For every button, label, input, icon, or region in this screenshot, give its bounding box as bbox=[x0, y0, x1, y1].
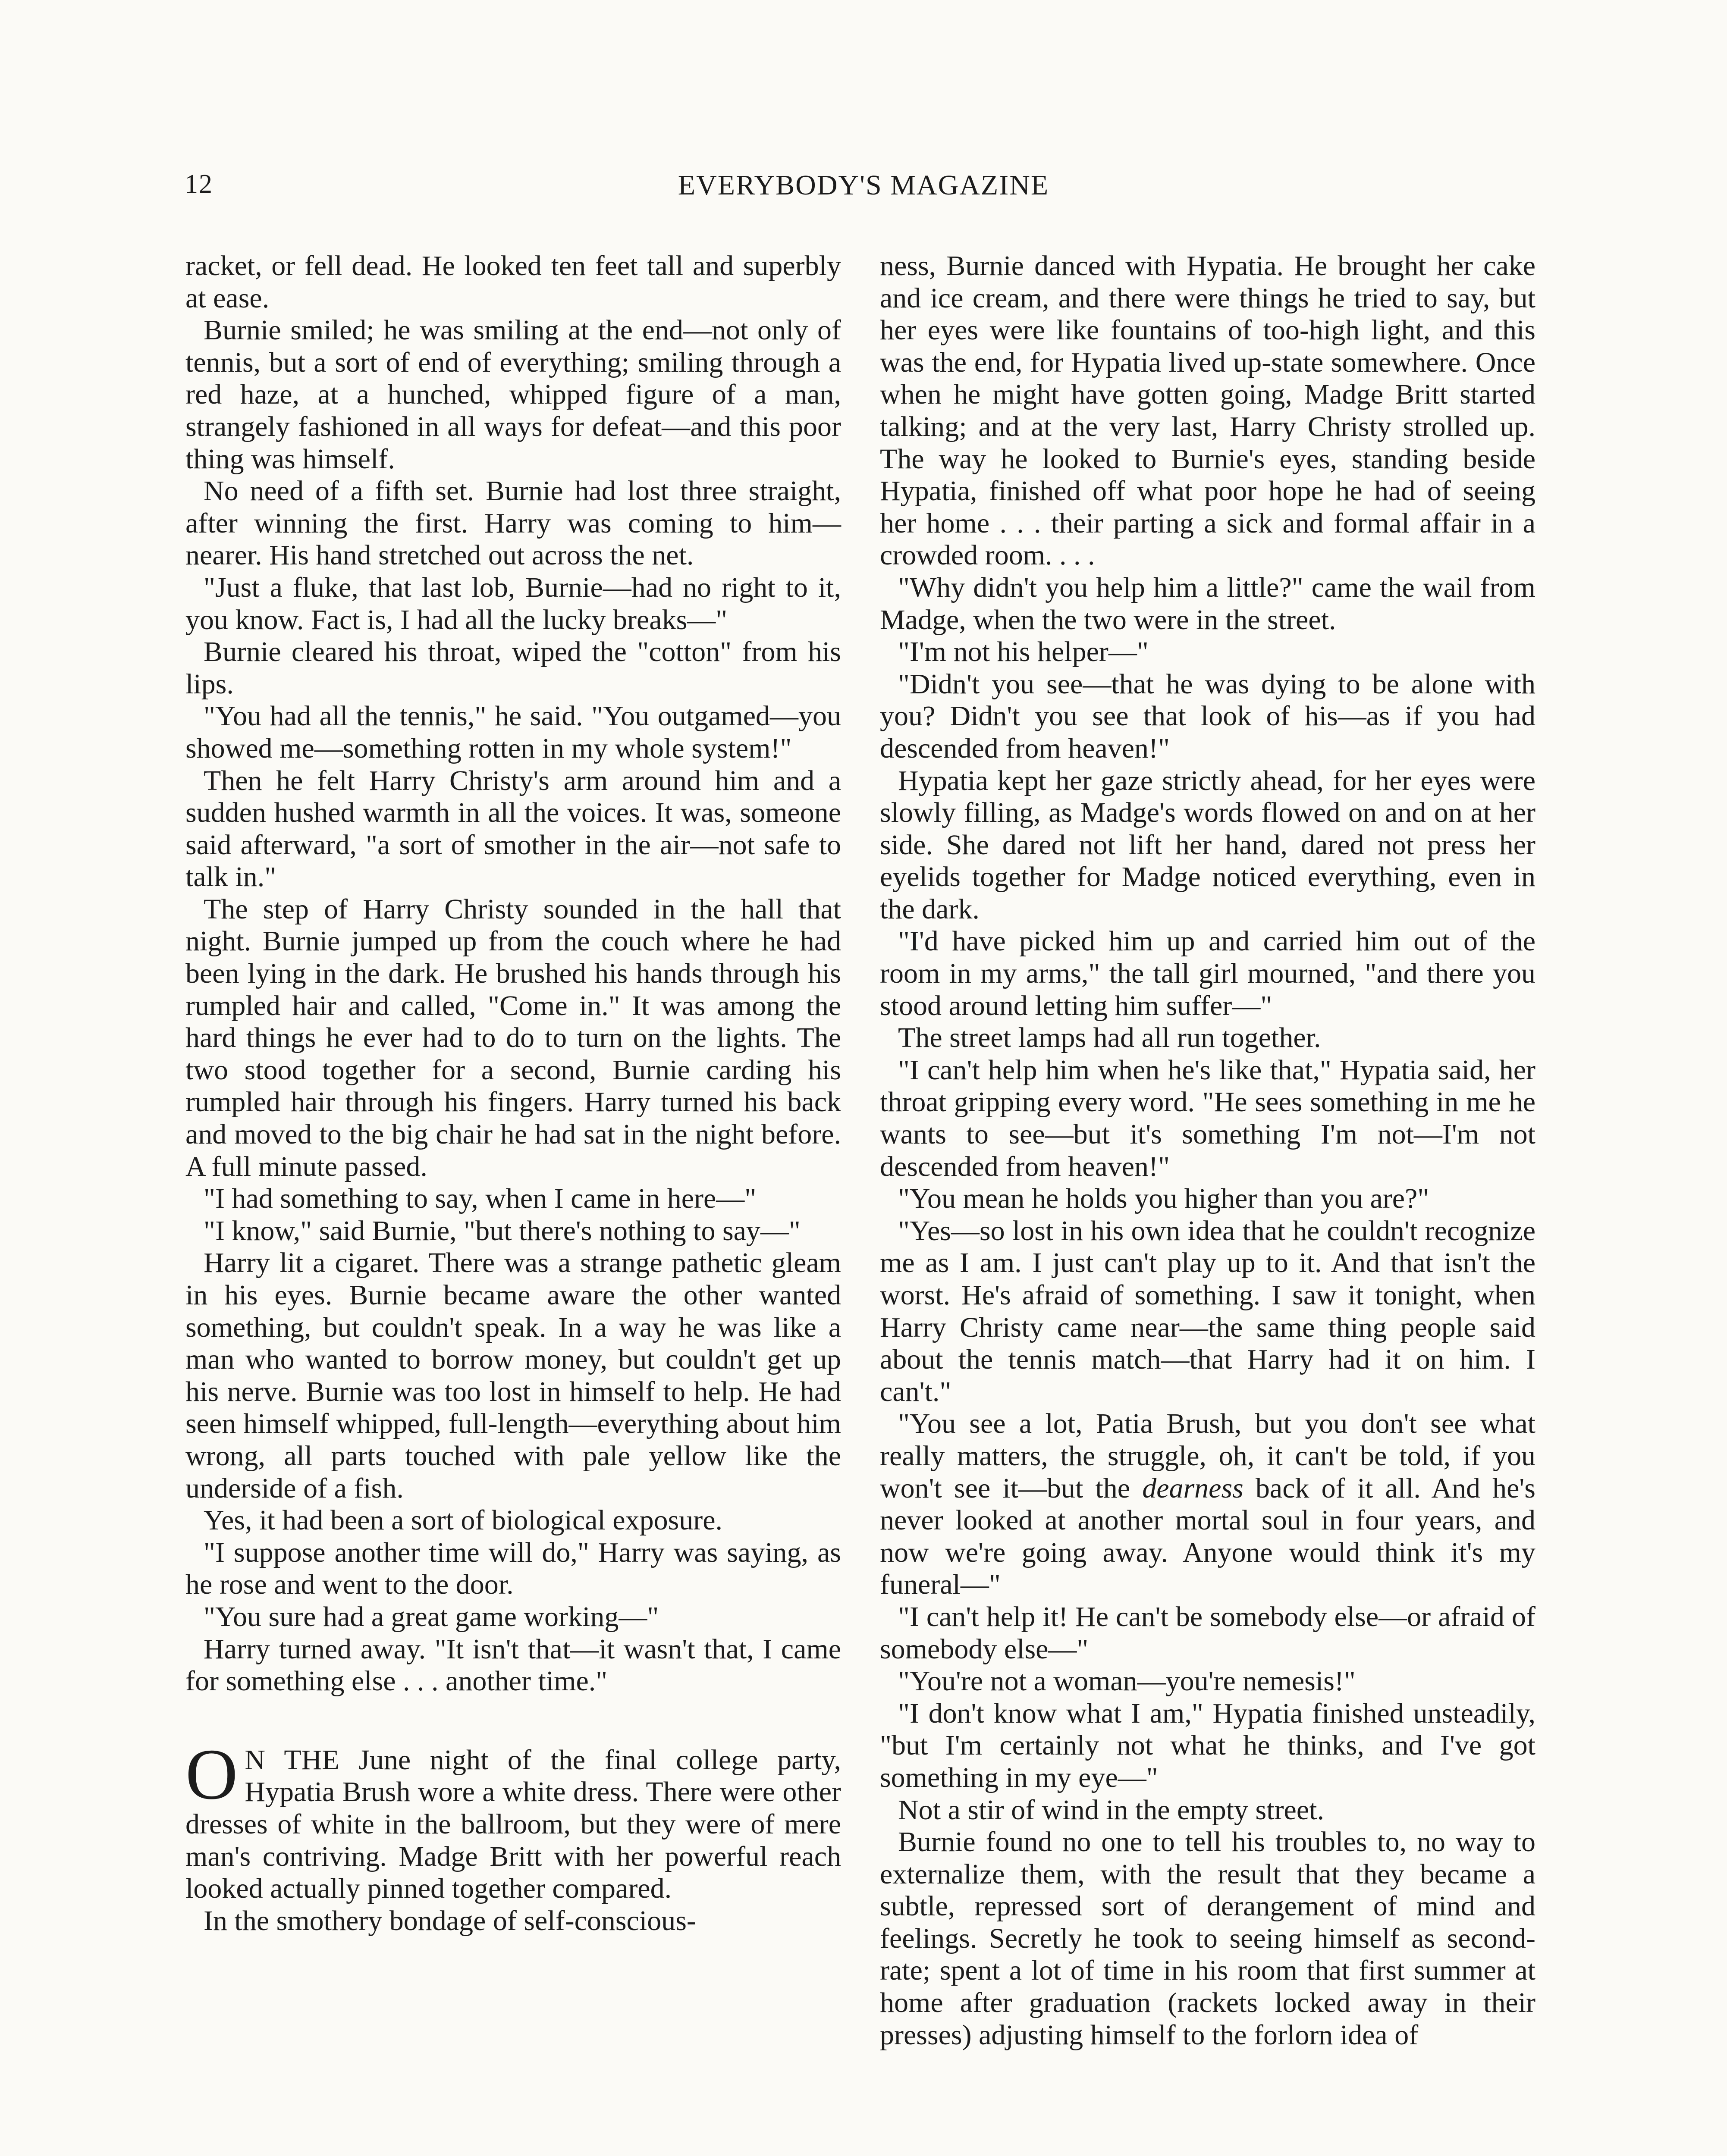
paragraph: "I suppose another time will do," Harry was saying, as he rose and went to the door. bbox=[185, 1536, 841, 1601]
right-column bbox=[880, 250, 1535, 2051]
text-run: back of it all. And he's never looked at another mortal soul in four years, and now we're going away. Anyone would think it's my funeral—" bbox=[880, 1472, 1535, 1601]
paragraph: racket, or fell dead. He looked ten feet tall and superbly at ease. bbox=[185, 250, 841, 314]
paragraph: Not a stir of wind in the empty street. bbox=[898, 1794, 1324, 1826]
paragraph: "I can't help him when he's like that," Hypatia said, her throat gripping every word. "He sees something in me he wants to see—but it's something I'm not—I'm not descended from heaven!" bbox=[880, 1054, 1535, 1182]
paragraph: In the smothery bondage of self-conscious- bbox=[204, 1905, 696, 1937]
italic-text: dearness bbox=[1142, 1472, 1243, 1504]
text-run: "You see a lot, Patia Brush, but you don't see what really matters, the struggle, oh, it can't be told, if you won't see it—but the bbox=[880, 1408, 1535, 1504]
paragraph: The step of Harry Christy sounded in the hall that night. Burnie jumped up from the couch where he had been lying in the dark. He brushed his hands through his rumpled hair and called, "Come in." It was among the hard things he ever had to do to turn on the lights. The two stood together for a second, Burnie carding his rumpled hair through his fingers. Harry turned his back and moved to the big chair he had sat in the night before. A full minute passed. bbox=[185, 893, 841, 1182]
paragraph: "Yes—so lost in his own idea that he couldn't recognize me as I am. I just can't play up to it. And that isn't the worst. He's afraid of something. I saw it tonight, when Harry Christy came near—the same thing people said about the tennis match—that Harry had it on him. I can't." bbox=[880, 1215, 1535, 1407]
paragraph: "Just a fluke, that last lob, Burnie—had no right to it, you know. Fact is, I had all the lucky breaks—" bbox=[185, 571, 841, 636]
paragraph: Burnie found no one to tell his troubles to, no way to externalize them, with the result that they became a subtle, repressed sort of derangement of mind and feelings. Secretly he took to seeing himself as second-rate; spent a lot of time in his room that first summer at home after graduation (rackets locked away in their presses) adjusting himself to the forlorn idea of bbox=[880, 1826, 1535, 2051]
paragraph: "You're not a woman—you're nemesis!" bbox=[898, 1665, 1356, 1697]
paragraph: No need of a fifth set. Burnie had lost three straight, after winning the first. Harry was coming to him—nearer. His hand stretched out across the net. bbox=[185, 475, 841, 571]
paragraph: "I'm not his helper—" bbox=[898, 636, 1149, 668]
paragraph: "I'd have picked him up and carried him out of the room in my arms," the tall girl mourned, "and there you stood around letting him suffer—" bbox=[880, 925, 1535, 1022]
paragraph: "I can't help it! He can't be somebody else—or afraid of somebody else—" bbox=[880, 1601, 1535, 1665]
paragraph: "I know," said Burnie, "but there's nothing to say—" bbox=[204, 1215, 801, 1247]
page-number: 12 bbox=[185, 169, 213, 199]
paragraph: Hypatia kept her gaze strictly ahead, for her eyes were slowly filling, as Madge's words flowed on and on at her side. She dared not lift her hand, dared not press her eyelids together for Madge noticed everything, even in the dark. bbox=[880, 765, 1535, 925]
paragraph: "You had all the tennis," he said. "You outgamed—you showed me—something rotten in my whole system!" bbox=[185, 700, 841, 764]
paragraph: "Why didn't you help him a little?" came the wail from Madge, when the two were in the street. bbox=[880, 571, 1535, 636]
paragraph bbox=[880, 1408, 1535, 1601]
paragraph: Yes, it had been a sort of biological exposure. bbox=[204, 1504, 723, 1536]
paragraph: Then he felt Harry Christy's arm around him and a sudden hushed warmth in all the voices. It was, someone said afterward, "a sort of smother in the air—not safe to talk in." bbox=[185, 765, 841, 893]
paragraph: The street lamps had all run together. bbox=[898, 1022, 1321, 1054]
paragraph: "You sure had a great game working—" bbox=[204, 1601, 659, 1633]
paragraph: Burnie cleared his throat, wiped the "cotton" from his lips. bbox=[185, 636, 841, 700]
paragraph: Harry lit a cigaret. There was a strange pathetic gleam in his eyes. Burnie became aware the other wanted something, but couldn't speak. In a way he was like a man who wanted to borrow money, but couldn't get up his nerve. Burnie was too lost in himself to help. He had seen himself whipped, full-length—everything about him wrong, all parts touched with pale yellow like the underside of a fish. bbox=[185, 1247, 841, 1504]
paragraph: ness, Burnie danced with Hypatia. He brought her cake and ice cream, and there were things he tried to say, but her eyes were like fountains of too-high light, and this was the end, for Hypatia lived up-state somewhere. Once when he might have gotten going, Madge Britt started talking; and at the very last, Harry Christy strolled up. The way he looked to Burnie's eyes, standing beside Hypatia, finished off what poor hope he had of seeing her home . . . their parting a sick and formal affair in a crowded room. . . . bbox=[880, 250, 1535, 571]
paragraph: "I don't know what I am," Hypatia finished unsteadily, "but I'm certainly not what he thinks, and I've got something in my eye—" bbox=[880, 1697, 1535, 1793]
paragraph: "I had something to say, when I came in here—" bbox=[204, 1183, 757, 1215]
drop-cap: O bbox=[185, 1734, 238, 1814]
paragraph: "You mean he holds you higher than you are?" bbox=[898, 1183, 1429, 1215]
section-opening-paragraph bbox=[185, 1734, 841, 1905]
left-column bbox=[185, 250, 841, 1937]
section-opening-text: N THE June night of the final college party, Hypatia Brush wore a white dress. There were other dresses of white in the ballroom, but they were of mere man's contriving. Madge Britt with her powerful reach looked actually pinned together compared. bbox=[185, 1744, 841, 1905]
paragraph: Harry turned away. "It isn't that—it wasn't that, I came for something else . . . another time." bbox=[185, 1633, 841, 1697]
paragraph: Burnie smiled; he was smiling at the end—not only of tennis, but a sort of end of everything; smiling through a red haze, at a hunched, whipped figure of a man, strangely fashioned in all ways for defeat—and this poor thing was himself. bbox=[185, 314, 841, 475]
paragraph: "Didn't you see—that he was dying to be alone with you? Didn't you see that look of his—as if you had descended from heaven!" bbox=[880, 668, 1535, 764]
running-head: EVERYBODY'S MAGAZINE bbox=[678, 169, 1049, 201]
